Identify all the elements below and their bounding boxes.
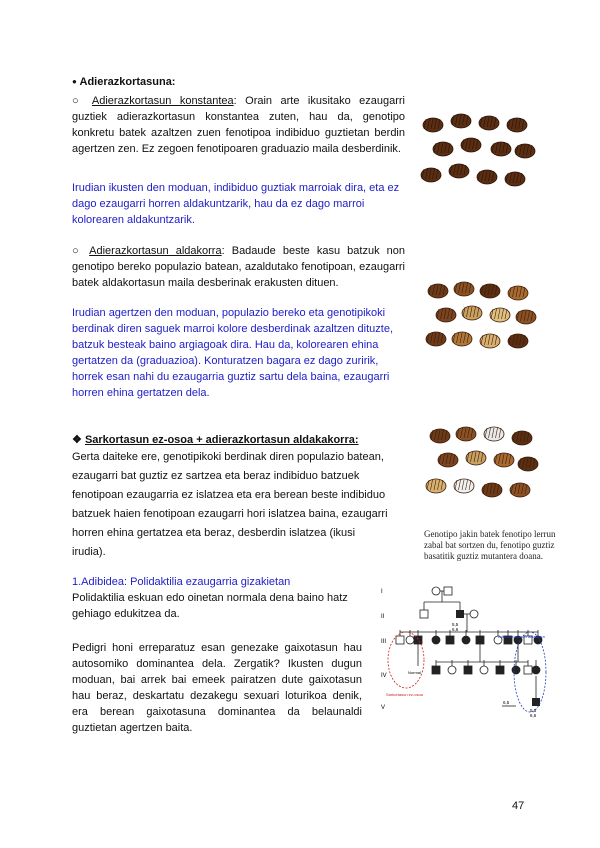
pedigree-female-unaffected: [470, 610, 478, 618]
section-title-sarkortasun: ❖ Sarkortasun ez-osoa + adierazkortasun aldakakorra:: [72, 434, 359, 446]
pedigree-male-affected: [476, 636, 484, 644]
mouse-shape: [479, 116, 499, 130]
figure-caption: Genotipo jakin batek fenotipo lerrun zabal bat sortzen du, fenotipo guztiz basatitik guztiz mutantera doana.: [424, 529, 556, 561]
pedigree-female-affected: [432, 636, 440, 644]
mouse-shape: [451, 114, 471, 128]
mouse-shape: [430, 429, 450, 443]
mouse-shape: [507, 118, 527, 132]
mouse-shape: [423, 118, 443, 132]
mouse-shape: [452, 332, 472, 346]
mice-illustration: [422, 420, 540, 512]
pedigree-male-affected: [532, 698, 540, 706]
pedigree-male-unaffected: [420, 610, 428, 618]
mouse-shape: [516, 310, 536, 324]
pedigree-female-affected: [462, 636, 470, 644]
circle-bullet-icon: ○: [72, 95, 85, 107]
mouse-shape: [426, 479, 446, 493]
mouse-shape: [484, 427, 504, 441]
mouse-shape: [512, 431, 532, 445]
term-constant-expressivity: Adierazkortasun konstantea: [91, 95, 234, 107]
pedigree-label: 6,6: [530, 713, 537, 718]
mouse-shape: [436, 308, 456, 322]
pedigree-normal-label: Normal: [408, 670, 421, 675]
pedigree-label: 5,5: [452, 622, 459, 627]
pedigree-female-unaffected: [406, 636, 414, 644]
paragraph-incomplete-penetrance: Gerta daiteke ere, genotipikoki berdinak diren populazio batean, ezaugarri bat guztiz ez sartzea eta beraz indibiduo batzuek fenotipoan ezaugarria ez islatzea eta era berean beste indibiduo batzuek haien fenotipoan ezaugarri hori islatzea baina, ezaugarri horren ehina gertatzea eta beraz, desberdin islatzea (ikusi irudia).: [72, 451, 388, 558]
example-title: 1.Adibidea: Polidaktilia ezaugarria gizakietan: [72, 576, 291, 588]
mouse-shape: [491, 142, 511, 156]
mouse-shape: [505, 172, 525, 186]
mouse-shape: [480, 334, 500, 348]
pedigree-female-affected: [512, 666, 520, 674]
generation-label: V: [381, 705, 386, 711]
pedigree-male-affected: [414, 636, 422, 644]
mouse-shape: [449, 164, 469, 178]
mouse-shape: [508, 334, 528, 348]
pedigree-male-unaffected: [396, 636, 404, 644]
generation-label: IV: [381, 673, 387, 679]
pedigree-male-unaffected: [524, 666, 532, 674]
mouse-shape: [518, 457, 538, 471]
pedigree-male-unaffected: [444, 587, 452, 595]
page-number: 47: [512, 800, 525, 812]
mouse-shape: [462, 306, 482, 320]
image-brown-mice-constant: [413, 107, 541, 199]
mouse-shape: [433, 142, 453, 156]
paragraph-variable-figure-note: Irudian agertzen den moduan, populazio bereko eta genotipikoki berdinak diren saguek marroi kolore desberdinak azaltzen dituzte, batzuk besteak baino argiagoak dira. Hau da, kolorearen ehina gertatzen da (graduazioa). Konturatzen bagara ez dago zuririk, horrek esan nahi du ezaugarria guztiz sartu dela baina, ezaugarri horren ehina gertatzen dela.: [72, 307, 394, 399]
section-title-adierazkortasuna: ● Adierazkortasuna:: [72, 76, 176, 88]
image-mice-variable-expressivity: [422, 277, 540, 357]
mouse-shape: [466, 451, 486, 465]
mouse-shape: [494, 453, 514, 467]
term-variable-expressivity: Adierazkortasun aldakorra: [89, 245, 222, 257]
pedigree-female-affected: [532, 666, 540, 674]
mouse-shape: [515, 144, 535, 158]
pedigree-label: 6,5: [503, 700, 510, 705]
mouse-shape: [454, 479, 474, 493]
pedigree-female-unaffected: [448, 666, 456, 674]
pedigree-male-affected: [432, 666, 440, 674]
mouse-shape: [482, 483, 502, 497]
mouse-shape: [508, 286, 528, 300]
mouse-shape: [428, 284, 448, 298]
pedigree-label: 6,6: [452, 627, 459, 632]
mouse-shape: [426, 332, 446, 346]
mouse-shape: [510, 483, 530, 497]
pedigree-male-affected: [496, 666, 504, 674]
mouse-shape: [477, 170, 497, 184]
pedigree-chart: [378, 580, 548, 720]
paragraph-constant-figure-note: Irudian ikusten den moduan, indibiduo guztiak marroiak dira, eta ez dago ezaugarri horren aldakuntzarik, hau da ez dago marroi kolorearen aldakuntzarik.: [72, 182, 400, 226]
mouse-shape: [480, 284, 500, 298]
pedigree-male-affected: [464, 666, 472, 674]
paragraph-variable-expressivity: ○ Adierazkortasun aldakorra: Badaude beste kasu batzuk non genotipo bereko populazio batean, azaldutako fenotipoan, ezaugarri batek aldakortasun maila desberinak erakusten dituen.: [72, 245, 405, 289]
mouse-shape: [421, 168, 441, 182]
mouse-shape: [456, 427, 476, 441]
pedigree-note-left: Sarkortasun ez-osoa: [386, 692, 423, 697]
circle-bullet-icon: ○: [72, 245, 83, 257]
generation-label: III: [381, 639, 387, 645]
paragraph-constant-expressivity: ○ Adierazkortasun konstantea: Orain arte ikusitako ezaugarri guztiek adierazkortasun konstantea zuten, hau da, genotipo konkretu batek azaltzen zuen fenotipoa indibiduo guztietan berdin agertzen zen. Ez zegoen fenotipoaren graduazio maila desberdinik.: [72, 95, 405, 155]
pedigree-male-affected: [446, 636, 454, 644]
generation-label: I: [381, 589, 383, 595]
pedigree-illustration: [378, 580, 548, 720]
mice-illustration: [413, 107, 541, 199]
pedigree-label: 5,5: [530, 708, 537, 713]
pedigree-female-unaffected: [480, 666, 488, 674]
paragraph-polydactyly-definition: Polidaktilia eskuan edo oinetan normala dena baino hatz gehiago edukitzea da.: [72, 592, 348, 620]
pedigree-male-affected: [456, 610, 464, 618]
mouse-shape: [454, 282, 474, 296]
mouse-shape: [461, 138, 481, 152]
mice-illustration: [422, 277, 540, 357]
mouse-shape: [438, 453, 458, 467]
pedigree-female-unaffected: [432, 587, 440, 595]
pedigree-note-right: Adierazkortasun aldakorra: [498, 634, 545, 639]
diamond-bullet-icon: ❖: [72, 434, 82, 446]
paragraph-pedigree-analysis: Pedigri honi erreparatuz esan genezake gaixotasun hau autosomiko dominantea dela. Zergatik? Ikusten dugun moduan, bai arrek bai emeek pairatzen dute gaixotasun hau beraz, deskartatu dezakegu sexuari loturikoa denik, era berean gaixotasuna dominantea da belaunaldi guztietan agertzen baita.: [72, 642, 362, 734]
generation-label: II: [381, 614, 385, 620]
image-mice-penetrance: [422, 420, 540, 512]
mouse-shape: [490, 308, 510, 322]
bullet-icon: ●: [72, 77, 77, 86]
